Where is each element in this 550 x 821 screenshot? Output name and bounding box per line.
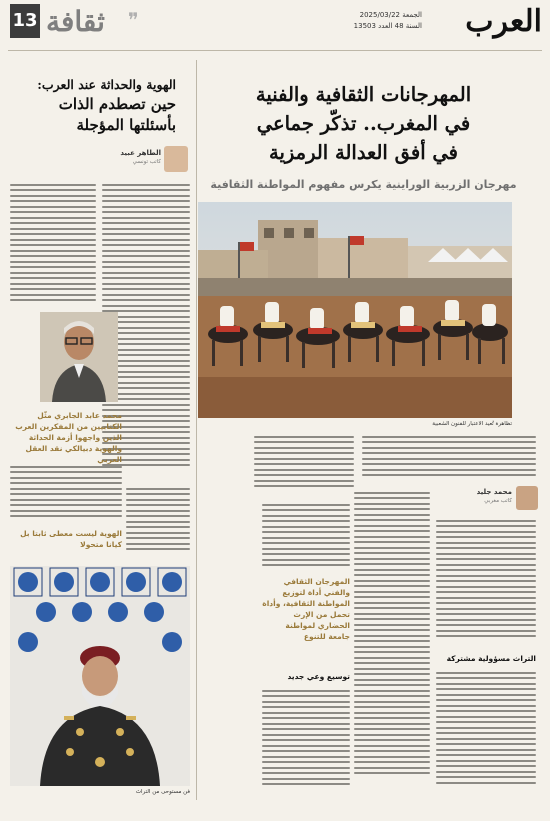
main-author-card [478, 486, 538, 512]
lower-quote: الهوية ليست معطى ثابتا بل كيانا متحولا [20, 529, 122, 549]
main-body-col-3b [262, 686, 350, 798]
portrait-photo [40, 312, 118, 402]
main-body-lead [362, 432, 536, 482]
photo-caption: تظاهرة تُعيد الاعتبار للفنون الشعبية [432, 421, 512, 427]
issue-info [312, 10, 422, 32]
artwork-caption: فن مستوحى من التراث [135, 789, 190, 795]
main-body-col-2 [354, 488, 430, 798]
side-article-kicker: الهوية والحداثة عند العرب: [37, 77, 176, 92]
side-author-card [118, 146, 188, 176]
side-article-body-col-2 [10, 180, 96, 305]
section-title: ثقافة [46, 5, 105, 38]
issue-line: السنة 48 العدد 13503 [353, 22, 422, 30]
avatar [516, 486, 538, 510]
main-photo [198, 202, 512, 418]
quote-mark-icon: ❞ [128, 8, 139, 32]
main-subheading-1: التراث مسؤولية مشتركة [446, 654, 536, 663]
headline-line: في المغرب.. تذكّر جماعي [256, 112, 471, 135]
main-body-col-3a [262, 500, 350, 572]
main-headline [191, 80, 536, 167]
main-subhead: مهرجان الزربية الوراينية يكرس مفهوم المواطنة الثقافية [210, 178, 517, 191]
newspaper-logo: العرب [465, 4, 542, 39]
artwork-photo [10, 566, 190, 786]
main-body-col-intro [254, 432, 354, 492]
side-author-role: كاتب تونسي [132, 159, 161, 165]
main-subheading-2: توسيع وعي جديد [287, 672, 350, 681]
side-article-body-col-3 [10, 462, 122, 522]
headline-line: المهرجانات الثقافية والفنية [255, 83, 472, 106]
portrait-quote: محمد عابد الجابري مثّل الكتابيين من المفكرين العرب الذين واجهوا أزمة الحداثة والهوية دبيالكي نقد العقل العربي [15, 411, 122, 464]
main-pull-quote: المهرجان الثقافي والفني أداة لتوزيع المواطنة الثقافية، وأداة تحمل من الإرث الحضاري لمواطنة جامعة للتنوع [262, 577, 350, 641]
main-body-col-1 [436, 516, 536, 650]
masthead-logo [432, 5, 542, 45]
main-author-name: محمد جليد [476, 488, 512, 496]
text-filler [100, 148, 114, 158]
header-rule [8, 50, 542, 51]
side-author-name: الطاهر عبيد [120, 149, 161, 157]
main-author-role: كاتب مغربي [484, 498, 512, 504]
main-body-col-1b [436, 668, 536, 798]
side-article-body-col-4 [126, 484, 190, 560]
column-divider [196, 60, 197, 800]
page-number: 13 [10, 4, 40, 38]
avatar [164, 146, 188, 172]
side-article-title: حين تصطدم الذات بأسئلتها المؤجلة [58, 95, 176, 134]
side-article-headline [8, 76, 176, 136]
section-header [10, 4, 180, 44]
headline-line: في أفق العدالة الرمزية [269, 141, 458, 164]
date-line: الجمعة 2025/03/22 [359, 11, 422, 19]
